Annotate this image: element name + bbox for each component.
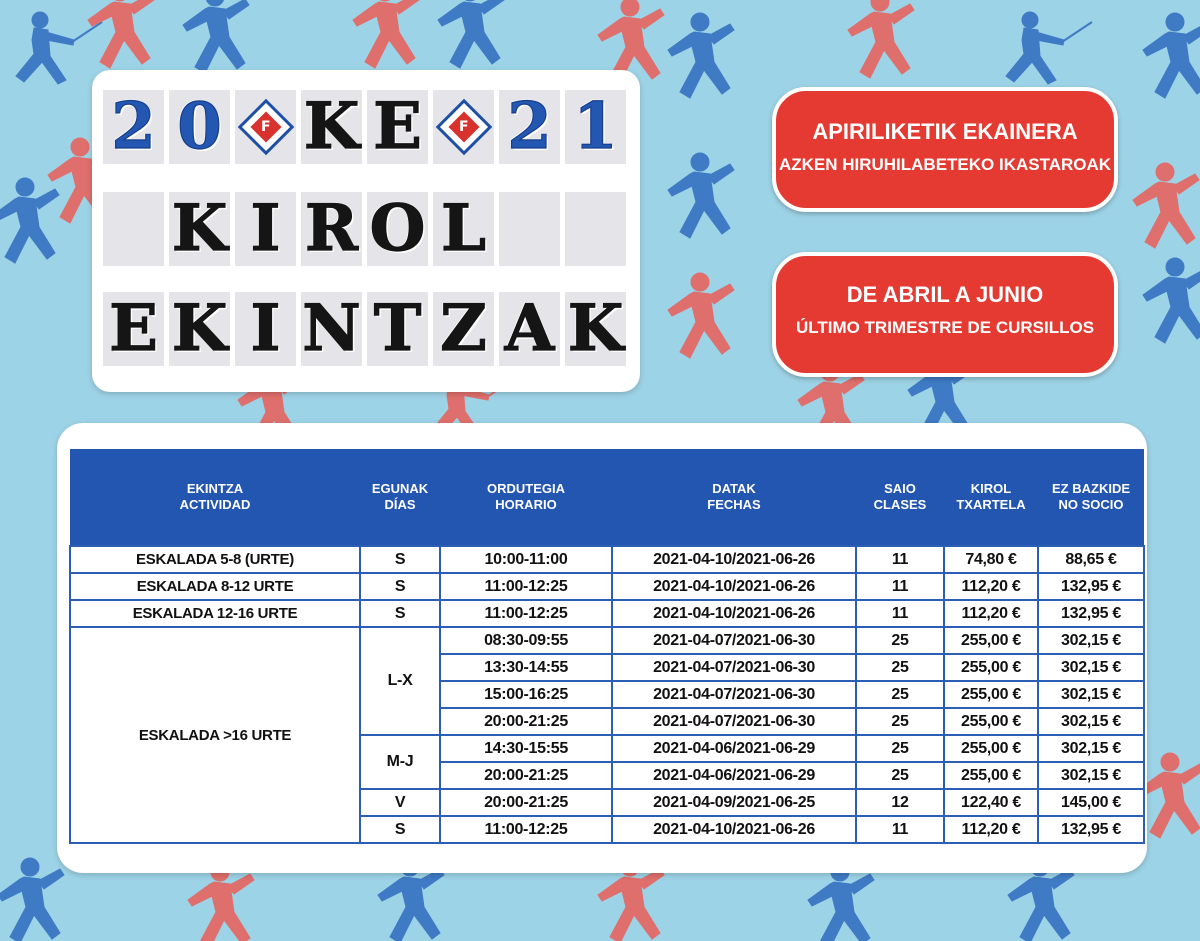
days-cell: S [360,600,440,627]
title-tile: K [169,292,230,366]
table-row [70,546,1144,573]
badge-subtitle: ÚLTIMO TRIMESTRE DE CURSILLOS [795,318,1095,337]
dates-cell: 2021-04-10/2021-06-26 [612,816,856,843]
activity-cell: ESKALADA 12-16 URTE [70,600,360,627]
runner-silhouette-icon [188,863,254,941]
dates-cell: 2021-04-07/2021-06-30 [612,654,856,681]
badge-basque [772,87,1118,212]
column-header-classes: SAIO CLASES [856,449,944,546]
kirol-price-cell: 74,80 € [944,546,1038,573]
title-tile: 2 [499,90,560,164]
days-cell: S [360,816,440,843]
time-cell: 20:00-21:25 [440,762,612,789]
kirol-price-cell: 112,20 € [944,600,1038,627]
title-tile: T [367,292,428,366]
runner-silhouette-icon [183,0,249,73]
no-socio-price-cell: 132,95 € [1038,816,1144,843]
classes-cell: 12 [856,789,944,816]
column-header-days: EGUNAK DÍAS [360,449,440,546]
time-cell: 15:00-16:25 [440,681,612,708]
time-cell: 13:30-14:55 [440,654,612,681]
time-cell: 20:00-21:25 [440,708,612,735]
runner-silhouette-icon [808,863,874,941]
time-cell: 20:00-21:25 [440,789,612,816]
activity-cell: ESKALADA 5-8 (URTE) [70,546,360,573]
f-logo-icon [237,99,294,156]
title-tile: 0 [169,90,230,164]
fencer-silhouette-icon [1006,12,1092,84]
dates-cell: 2021-04-06/2021-06-29 [612,762,856,789]
title-tile: R [301,192,362,266]
title-tile: L [433,192,494,266]
runner-silhouette-icon [0,858,64,941]
logo-tile [433,90,494,164]
dates-cell: 2021-04-07/2021-06-30 [612,681,856,708]
title-row-ekintzak [103,292,626,366]
runner-silhouette-icon [668,13,734,98]
classes-cell: 11 [856,600,944,627]
kirol-price-cell: 255,00 € [944,735,1038,762]
no-socio-price-cell: 302,15 € [1038,681,1144,708]
table-row [70,627,1144,654]
no-socio-price-cell: 302,15 € [1038,762,1144,789]
dates-cell: 2021-04-06/2021-06-29 [612,735,856,762]
title-tile: I [235,192,296,266]
title-tile: 2 [103,90,164,164]
title-row-year [103,90,626,164]
classes-cell: 25 [856,735,944,762]
time-cell: 10:00-11:00 [440,546,612,573]
column-header-schedule: ORDUTEGIA HORARIO [440,449,612,546]
classes-cell: 11 [856,546,944,573]
dates-cell: 2021-04-10/2021-06-26 [612,573,856,600]
runner-silhouette-icon [1143,13,1200,98]
activity-cell: ESKALADA >16 URTE [70,627,360,843]
runner-silhouette-icon [88,0,154,68]
kirol-price-cell: 255,00 € [944,681,1038,708]
no-socio-price-cell: 302,15 € [1038,627,1144,654]
dates-cell: 2021-04-10/2021-06-26 [612,600,856,627]
title-card [92,70,640,392]
title-tile: I [235,292,296,366]
title-tile: N [302,291,361,366]
time-cell: 11:00-12:25 [440,573,612,600]
logo-letter: F [458,118,469,135]
kirol-price-cell: 255,00 € [944,762,1038,789]
kirol-price-cell: 255,00 € [944,708,1038,735]
classes-cell: 11 [856,573,944,600]
runner-silhouette-icon [1143,258,1200,343]
badge-subtitle: AZKEN HIRUHILABETEKO IKASTAROAK [778,155,1112,174]
schedule-card [57,423,1147,873]
column-header-activity: EKINTZA ACTIVIDAD [70,449,360,546]
time-cell: 14:30-15:55 [440,735,612,762]
fencer-silhouette-icon [16,12,102,84]
f-logo-icon [435,99,492,156]
kirol-price-cell: 122,40 € [944,789,1038,816]
time-cell: 11:00-12:25 [440,600,612,627]
no-socio-price-cell: 302,15 € [1038,654,1144,681]
title-tile: E [103,292,164,366]
days-cell: L-X [360,627,440,735]
no-socio-price-cell: 302,15 € [1038,708,1144,735]
classes-cell: 25 [856,762,944,789]
runner-silhouette-icon [353,0,419,68]
time-cell: 08:30-09:55 [440,627,612,654]
runner-silhouette-icon [0,178,59,263]
dates-cell: 2021-04-10/2021-06-26 [612,546,856,573]
kirol-price-cell: 112,20 € [944,816,1038,843]
badge-title: DE ABRIL A JUNIO [846,282,1044,307]
table-header-row [70,449,1144,546]
classes-cell: 25 [856,681,944,708]
title-row-kirol [103,192,626,266]
title-tile: 1 [565,90,626,164]
logo-tile [235,90,296,164]
title-tile: O [367,192,428,266]
badge-title: APIRILIKETIK EKAINERA [812,119,1078,144]
classes-cell: 11 [856,816,944,843]
title-tile: K [301,90,362,164]
time-cell: 11:00-12:25 [440,816,612,843]
table-row [70,573,1144,600]
no-socio-price-cell: 302,15 € [1038,735,1144,762]
activity-cell: ESKALADA 8-12 URTE [70,573,360,600]
classes-cell: 25 [856,627,944,654]
badge-spanish [772,252,1118,377]
runner-silhouette-icon [438,0,504,68]
runner-silhouette-icon [1133,163,1199,248]
blank-tile [499,192,560,266]
title-tile: A [499,292,560,366]
kirol-price-cell: 255,00 € [944,654,1038,681]
kirol-price-cell: 255,00 € [944,627,1038,654]
table-row [70,600,1144,627]
days-cell: V [360,789,440,816]
column-header-dates: DATAK FECHAS [612,449,856,546]
days-cell: S [360,573,440,600]
no-socio-price-cell: 132,95 € [1038,600,1144,627]
classes-cell: 25 [856,654,944,681]
blank-tile [103,192,164,266]
kirol-price-cell: 112,20 € [944,573,1038,600]
logo-letter: F [260,118,271,135]
no-socio-price-cell: 145,00 € [1038,789,1144,816]
dates-cell: 2021-04-07/2021-06-30 [612,627,856,654]
runner-silhouette-icon [848,0,914,78]
title-tile: K [565,292,626,366]
column-header-no-socio: EZ BAZKIDE NO SOCIO [1038,449,1144,546]
runner-silhouette-icon [1138,753,1200,838]
dates-cell: 2021-04-09/2021-06-25 [612,789,856,816]
runner-silhouette-icon [668,273,734,358]
column-header-kirol-txartela: KIROL TXARTELA [944,449,1038,546]
runner-silhouette-icon [668,153,734,238]
no-socio-price-cell: 88,65 € [1038,546,1144,573]
classes-cell: 25 [856,708,944,735]
days-cell: M-J [360,735,440,789]
dates-cell: 2021-04-07/2021-06-30 [612,708,856,735]
title-tile: E [367,90,428,164]
no-socio-price-cell: 132,95 € [1038,573,1144,600]
title-tile: K [169,192,230,266]
blank-tile [565,192,626,266]
title-tile: Z [433,292,494,366]
schedule-table [69,449,1145,844]
days-cell: S [360,546,440,573]
